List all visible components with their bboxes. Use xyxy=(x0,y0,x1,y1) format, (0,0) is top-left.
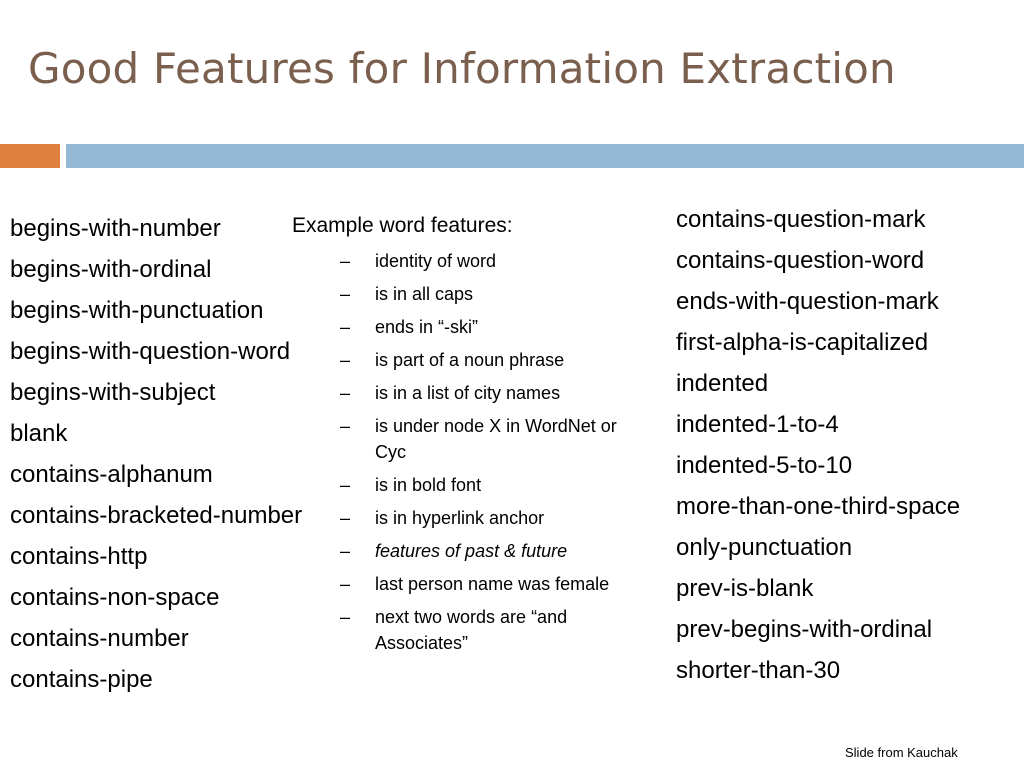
list-item: begins-with-question-word xyxy=(10,338,291,365)
list-item: – next two words are “and Associates” xyxy=(340,604,630,656)
list-item: contains-alphanum xyxy=(10,461,213,488)
dash-bullet: – xyxy=(340,350,351,370)
list-item: indented xyxy=(676,370,769,397)
list-item: begins-with-subject xyxy=(10,379,216,406)
list-item: begins-with-punctuation xyxy=(10,297,264,324)
list-item: – identity of word xyxy=(340,248,630,274)
dash-bullet: – xyxy=(340,607,351,627)
list-item: – is in all caps xyxy=(340,281,630,307)
list-item: shorter-than-30 xyxy=(676,657,841,684)
list-item: – features of past & future xyxy=(340,538,630,564)
list-item: first-alpha-is-capitalized xyxy=(676,329,929,356)
list-item: only-punctuation xyxy=(676,534,853,561)
list-item: prev-is-blank xyxy=(676,575,814,602)
list-item: contains-bracketed-number xyxy=(10,502,303,529)
list-item: prev-begins-with-ordinal xyxy=(676,616,933,643)
dash-bullet: – xyxy=(340,541,351,561)
list-item: – is in bold font xyxy=(340,472,630,498)
dash-bullet: – xyxy=(340,383,351,403)
list-item: contains-http xyxy=(10,543,148,570)
list-item: indented-1-to-4 xyxy=(676,411,839,438)
list-item: begins-with-number xyxy=(10,215,221,242)
list-item: ends-with-question-mark xyxy=(676,288,939,315)
title-divider-bar xyxy=(66,144,1024,168)
right-feature-list xyxy=(676,204,1021,696)
list-item: blank xyxy=(10,420,68,447)
list-item: contains-number xyxy=(10,625,189,652)
slide-title: Good Features for Information Extraction xyxy=(28,44,896,93)
list-item: contains-pipe xyxy=(10,666,153,693)
dash-bullet: – xyxy=(340,508,351,528)
list-item: more-than-one-third-space xyxy=(676,493,961,520)
slide-credit: Slide from Kauchak xyxy=(845,745,958,760)
list-item: indented-5-to-10 xyxy=(676,452,853,479)
list-item: begins-with-ordinal xyxy=(10,256,212,283)
dash-bullet: – xyxy=(340,284,351,304)
example-features-heading: Example word features: xyxy=(292,214,513,237)
list-item: – is in a list of city names xyxy=(340,380,630,406)
list-item: contains-question-word xyxy=(676,247,925,274)
dash-bullet: – xyxy=(340,574,351,594)
list-item: – ends in “-ski” xyxy=(340,314,630,340)
title-accent-bar xyxy=(0,144,60,168)
list-item: – is under node X in WordNet or Cyc xyxy=(340,413,630,465)
list-item: contains-non-space xyxy=(10,584,220,611)
dash-bullet: – xyxy=(340,416,351,436)
left-feature-list xyxy=(10,213,310,705)
list-item: – is in hyperlink anchor xyxy=(340,505,630,531)
example-feature-list xyxy=(340,248,630,663)
list-item: contains-question-mark xyxy=(676,206,926,233)
dash-bullet: – xyxy=(340,475,351,495)
dash-bullet: – xyxy=(340,251,351,271)
list-item: – last person name was female xyxy=(340,571,630,597)
list-item: – is part of a noun phrase xyxy=(340,347,630,373)
dash-bullet: – xyxy=(340,317,351,337)
